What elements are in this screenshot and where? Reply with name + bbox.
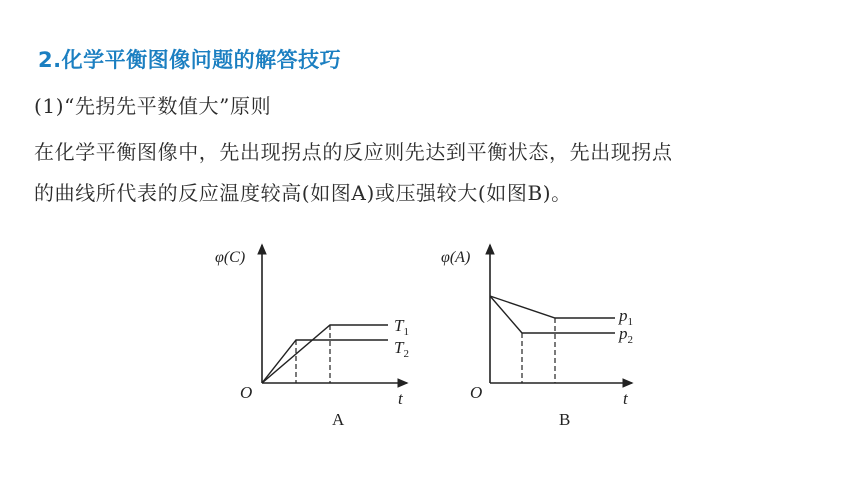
figure-b xyxy=(441,245,633,429)
figure-a-ylabel: φ(C) xyxy=(215,249,246,266)
curve-t1 xyxy=(262,325,388,383)
figure-a xyxy=(215,245,409,429)
explanation-line-1: 在化学平衡图像中，先出现拐点的反应则先达到平衡状态，先出现拐点 xyxy=(34,140,673,164)
figure-a-xlabel: t xyxy=(398,389,403,408)
figure-a-caption: A xyxy=(332,410,345,429)
curve-p1 xyxy=(490,296,615,318)
figure-a-label-t1: $T_1$ xyxy=(394,316,409,338)
principle-title: (1)“先拐先平数值大”原则 xyxy=(34,94,272,118)
curve-t2 xyxy=(262,340,388,383)
figure-b-caption: B xyxy=(559,410,571,429)
figure-a-origin: O xyxy=(240,383,253,402)
explanation-line-2: 的曲线所代表的反应温度较高(如图A)或压强较大(如图B)。 xyxy=(34,181,572,205)
curve-p2 xyxy=(490,296,615,333)
figure-b-xlabel: t xyxy=(623,389,628,408)
figure-b-origin: O xyxy=(470,383,483,402)
figure-b-label-p1: $p_1$ xyxy=(619,306,633,328)
section-heading: 2.化学平衡图像问题的解答技巧 xyxy=(38,48,342,72)
figure-b-label-p2: $p_2$ xyxy=(619,324,633,346)
figure-a-label-t2: $T_2$ xyxy=(394,338,409,360)
figure-b-ylabel: φ(A) xyxy=(441,249,471,266)
